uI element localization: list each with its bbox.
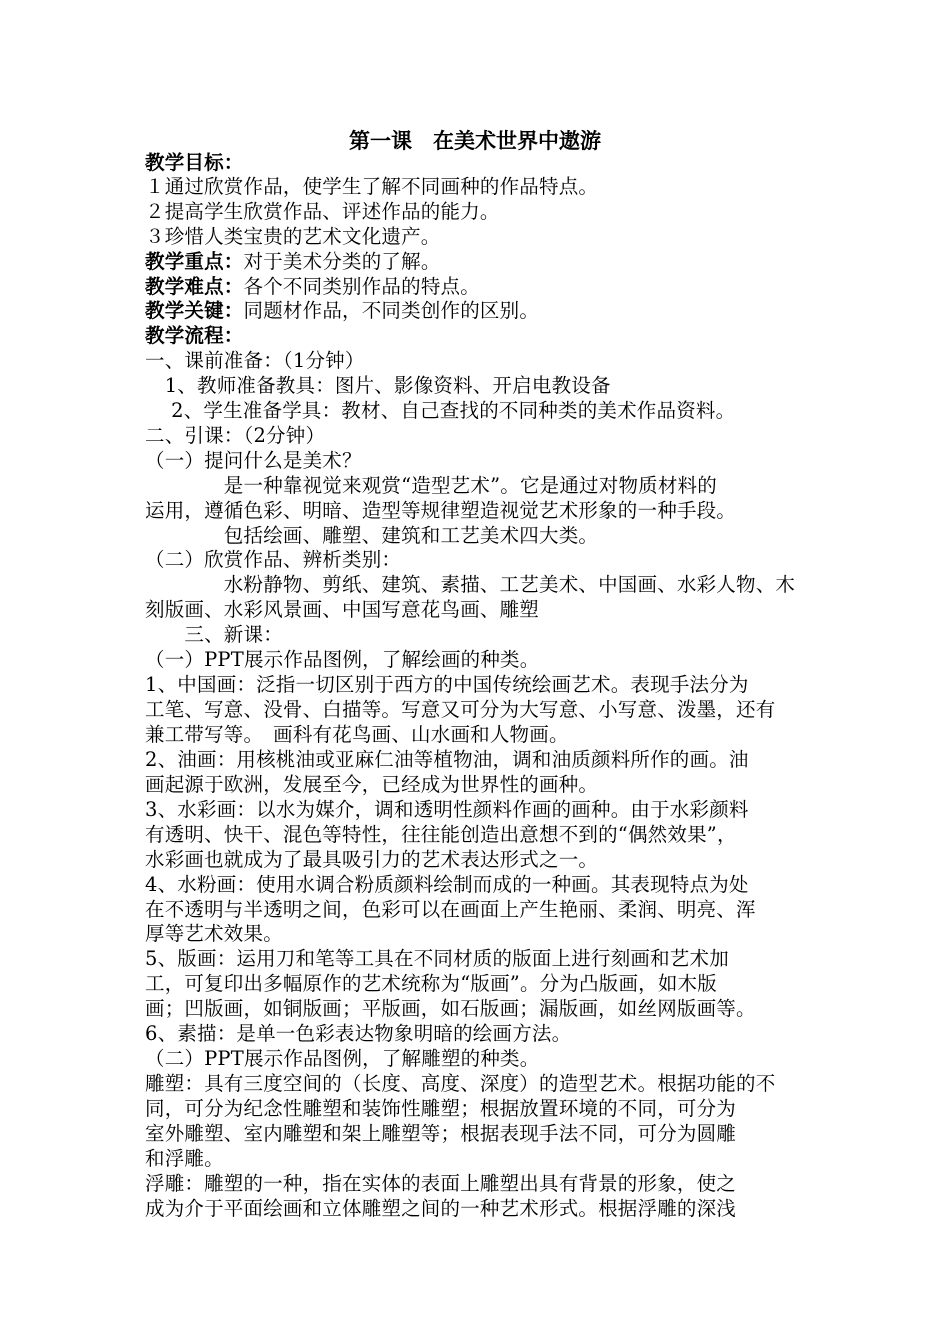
body-line: 6、素描：是单一色彩表达物象明暗的绘画方法。 (145, 1022, 572, 1045)
body-line: 雕塑：具有三度空间的（长度、高度、深度）的造型艺术。根据功能的不 (145, 1072, 776, 1095)
lesson-title: 第一课 在美术世界中遨游 (349, 128, 601, 153)
body-line: 5、版画：运用刀和笔等工具在不同材质的版面上进行刻画和艺术加 (145, 947, 729, 970)
body-line: 二、引课：（2分钟） (145, 424, 326, 447)
key-point-label: 教学重点： (145, 250, 244, 273)
body-line: 2、油画：用核桃油或亚麻仁油等植物油，调和油质颜料所作的画。油 (145, 748, 749, 771)
key-text: 同题材作品，不同类创作的区别。 (243, 299, 540, 322)
body-line: 是一种靠视觉来观赏“造型艺术”。它是通过对物质材料的 (145, 474, 717, 497)
body-line: （二）欣赏作品、辨析类别： (145, 548, 402, 571)
body-line: 在不透明与半透明之间，色彩可以在画面上产生艳丽、柔润、明亮、浑 (145, 898, 756, 921)
difficulty-row (145, 275, 480, 299)
difficulty-text: 各个不同类别作品的特点。 (243, 275, 480, 298)
body-line: 一、课前准备：（1分钟） (145, 349, 365, 372)
body-line: 浮雕：雕塑的一种，指在实体的表面上雕塑出具有背景的形象，使之 (145, 1172, 737, 1195)
objective-item-2: ２提高学生欣赏作品、评述作品的能力。 (145, 200, 500, 223)
body-line: 三、新课： (145, 623, 283, 646)
key-point-text: 对于美术分类的了解。 (243, 250, 441, 273)
body-line: 和浮雕。 (145, 1147, 224, 1170)
body-line: 2、学生准备学具：教材、自己查找的不同种类的美术作品资料。 (145, 399, 736, 422)
body-line: （二）PPT展示作品图例，了解雕塑的种类。 (145, 1047, 540, 1070)
objectives-heading: 教学目标： (145, 151, 244, 174)
process-heading: 教学流程： (145, 324, 244, 347)
body-line: 成为介于平面绘画和立体雕塑之间的一种艺术形式。根据浮雕的深浅 (145, 1197, 737, 1220)
body-line: 工笔、写意、没骨、白描等。写意又可分为大写意、小写意、泼墨，还有 (145, 698, 776, 721)
difficulty-label: 教学难点： (145, 275, 244, 298)
body-line: 1、教师准备教具：图片、影像资料、开启电教设备 (145, 374, 611, 397)
body-line: 水粉静物、剪纸、建筑、素描、工艺美术、中国画、水彩人物、木 (145, 573, 796, 596)
key-point-row (145, 250, 441, 274)
body-line: 包括绘画、雕塑、建筑和工艺美术四大类。 (145, 524, 599, 547)
body-line: 刻版画、水彩风景画、中国写意花鸟画、雕塑 (145, 598, 540, 621)
body-line: （一）提问什么是美术？ (145, 449, 362, 472)
body-line: 同，可分为纪念性雕塑和装饰性雕塑；根据放置环境的不同，可分为 (145, 1097, 737, 1120)
body-line: 画起源于欧洲，发展至今，已经成为世界性的画种。 (145, 773, 599, 796)
body-line: 运用，遵循色彩、明暗、造型等规律塑造视觉艺术形象的一种手段。 (145, 499, 737, 522)
body-line: 兼工带写等。 画科有花鸟画、山水画和人物画。 (145, 723, 569, 746)
body-line: 工，可复印出多幅原作的艺术统称为“版画”。分为凸版画，如木版 (145, 972, 717, 995)
body-line: 室外雕塑、室内雕塑和架上雕塑等；根据表现手法不同，可分为圆雕 (145, 1122, 737, 1145)
body-line: 3、水彩画：以水为媒介，调和透明性颜料作画的画种。由于水彩颜料 (145, 798, 749, 821)
objective-item-3: ３珍惜人类宝贵的艺术文化遗产。 (145, 225, 441, 248)
body-line: 厚等艺术效果。 (145, 922, 283, 945)
body-line: 4、水粉画：使用水调合粉质颜料绘制而成的一种画。其表现特点为处 (145, 873, 749, 896)
body-line: 画；凹版画，如铜版画；平版画，如石版画；漏版画，如丝网版画等。 (145, 997, 756, 1020)
key-row (145, 299, 539, 323)
body-line: 有透明、快干、混色等特性，往往能创造出意想不到的“偶然效果”， (145, 823, 737, 846)
key-label: 教学关键： (145, 299, 244, 322)
body-line: 1、中国画：泛指一切区别于西方的中国传统绘画艺术。表现手法分为 (145, 673, 749, 696)
body-line: （一）PPT展示作品图例，了解绘画的种类。 (145, 648, 540, 671)
objective-item-1: １通过欣赏作品，使学生了解不同画种的作品特点。 (145, 175, 599, 198)
body-line: 水彩画也就成为了最具吸引力的艺术表达形式之一。 (145, 848, 599, 871)
